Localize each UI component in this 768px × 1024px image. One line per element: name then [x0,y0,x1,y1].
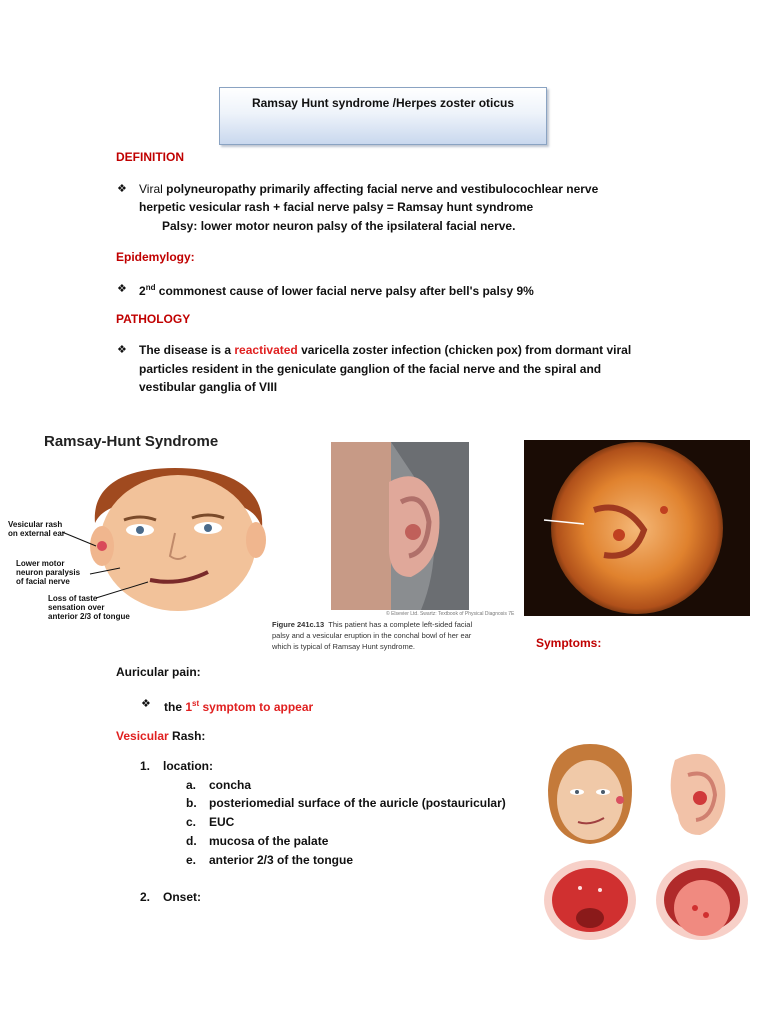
figure-copyright: © Elsevier Ltd. Swartz: Textbook of Physical Diagnosis 7E [386,611,515,617]
label-vesicular-rash: Vesicular rash on external ear [8,520,65,538]
pathology-line-2: particles resident in the geniculate ganglion of the facial nerve and the spiral and [139,362,602,376]
diamond-bullet-icon: ❖ [117,283,127,295]
sub-marker: a. [186,778,197,792]
page-title: Ramsay Hunt syndrome /Herpes zoster oticus [219,87,547,145]
figure-title: Ramsay-Hunt Syndrome [44,433,219,450]
ear-photo-illustration [331,442,469,610]
definition-line-3: Palsy: lower motor neuron palsy of the ipsilateral facial nerve. [162,219,516,233]
diamond-bullet-icon: ❖ [117,183,127,195]
diamond-bullet-icon: ❖ [117,344,127,356]
label-loss-of-taste: Loss of taste sensation over anterior 2/3 of tongue [48,594,130,621]
sub-marker: e. [186,853,197,867]
definition-line-1: Viral polyneuropathy primarily affecting facial nerve and vestibulocochlear nerve [139,182,599,196]
sub-item-euc: EUC [209,815,235,829]
vesicular-rash-heading: Vesicular Rash: [116,729,206,743]
auricular-pain-text: the 1st symptom to appear [164,699,314,714]
definition-heading: DEFINITION [116,150,184,164]
pathology-heading: PATHOLOGY [116,312,191,326]
list-item-onset: Onset: [163,890,202,904]
sub-item-concha: concha [209,778,252,792]
ear-vesicle-photo [331,442,469,610]
sub-item-postauricular: posteriomedial surface of the auricle (postauricular) [209,796,506,810]
rash-illustration-set [540,740,752,946]
diamond-bullet-icon: ❖ [141,698,151,710]
auricular-pain-heading: Auricular pain: [116,665,201,679]
definition-line-2: herpetic vesicular rash + facial nerve palsy = Ramsay hunt syndrome [139,200,534,214]
epidemiology-heading: Epidemylogy: [116,250,195,264]
list-item-number: 1. [140,759,151,773]
label-lower-motor-neuron: Lower motor neuron paralysis of facial nerve [16,559,81,586]
sub-marker: d. [186,834,197,848]
figure-caption: Figure 241c.13 This patient has a complete left-sided facial palsy and a vesicular eruption in the conchal bowl of her ear which is typical of Ramsay Hunt syndrome. [272,620,473,651]
pathology-line-1: The disease is a reactivated varicella zoster infection (chicken pox) from dormant viral [139,343,632,357]
symptoms-heading: Symptoms: [536,636,602,650]
sub-marker: b. [186,796,197,810]
rash-illustrations [540,740,752,946]
otoscope-illustration [524,440,750,616]
sub-item-palate: mucosa of the palate [209,834,329,848]
sub-item-tongue: anterior 2/3 of the tongue [209,853,354,867]
ramsay-hunt-face-figure [0,428,270,628]
epidemiology-text: 2nd commonest cause of lower facial nerve palsy after bell's palsy 9% [139,283,534,298]
otoscope-photo [524,440,750,616]
sub-marker: c. [186,815,197,829]
pathology-line-3: vestibular ganglia of VIII [139,380,278,394]
list-item-location: location: [163,759,213,773]
list-item-number: 2. [140,890,151,904]
